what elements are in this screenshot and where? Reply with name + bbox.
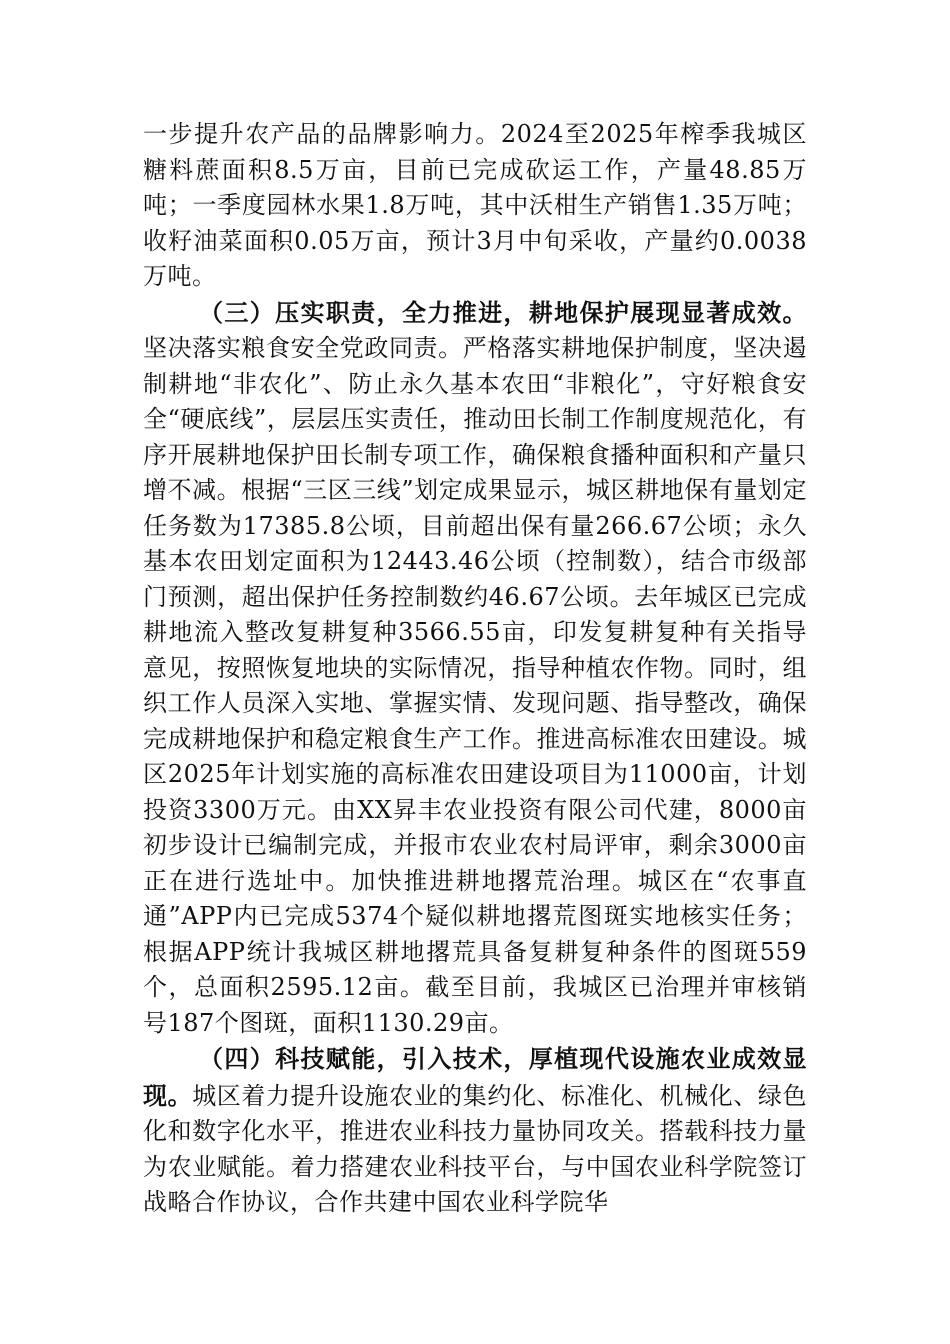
- section-heading: （四）科技赋能，引入技术，厚植现代设施农业成效显现。: [143, 1044, 807, 1110]
- document-body: [143, 117, 807, 1221]
- paragraph-continuation: [143, 117, 807, 295]
- paragraph-body: 坚决落实粮食安全党政同责。严格落实耕地保护制度，坚决遏制耕地“非农化”、防止永久基本农田“非粮化”，守好粮食安全“硬底线”，层层压实责任，推动田长制工作制度规范化，有序开展耕地保护田长制专项工作，确保粮食播种面积和产量只增不减。根据“三区三线”划定成果显示，城区耕地保有量划定任务数为17385.8公顷，目前超出保有量266.67公顷；永久基本农田划定面积为12443.46公顷（控制数），结合市级部门预测，超出保护任务控制数约46.67公顷。去年城区已完成耕地流入整改复耕复种3566.55亩，印发复耕复种有关指导意见，按照恢复地块的实际情况，指导种植农作物。同时，组织工作人员深入实地、掌握实情、发现问题、指导整改，确保完成耕地保护和稳定粮食生产工作。推进高标准农田建设。城区2025年计划实施的高标准农田建设项目为11000亩，计划投资3300万元。由XX昇丰农业投资有限公司代建，8000亩初步设计已编制完成，并报市农业农村局评审，剩余3000亩正在进行选址中。加快推进耕地撂荒治理。城区在“农事直通”APP内已完成5374个疑似耕地撂荒图斑实地核实任务；根据APP统计我城区耕地撂荒具备复耕复种条件的图斑559个，总面积2595.12亩。截至目前，我城区已治理并审核销号187个图斑，面积1130.29亩。: [143, 334, 807, 1037]
- paragraph-section-four: [143, 1041, 807, 1221]
- paragraph-body: 一步提升农产品的品牌影响力。2024至2025年榨季我城区糖料蔗面积8.5万亩，目前已完成砍运工作，产量48.85万吨；一季度园林水果1.8万吨，其中沃柑生产销售1.35万吨；收籽油菜面积0.05万亩，预计3月中旬采收，产量约0.0038万吨。: [143, 120, 807, 290]
- section-heading: （三）压实职责，全力推进，耕地保护展现显著成效。: [199, 297, 807, 327]
- paragraph-body: 城区着力提升设施农业的集约化、标准化、机械化、绿色化和数字化水平，推进农业科技力量协同攻关。搭载科技力量为农业赋能。着力搭建农业科技平台，与中国农业科学院签订战略合作协议，合作共建中国农业科学院华: [143, 1081, 808, 1216]
- paragraph-section-three: [143, 295, 807, 1042]
